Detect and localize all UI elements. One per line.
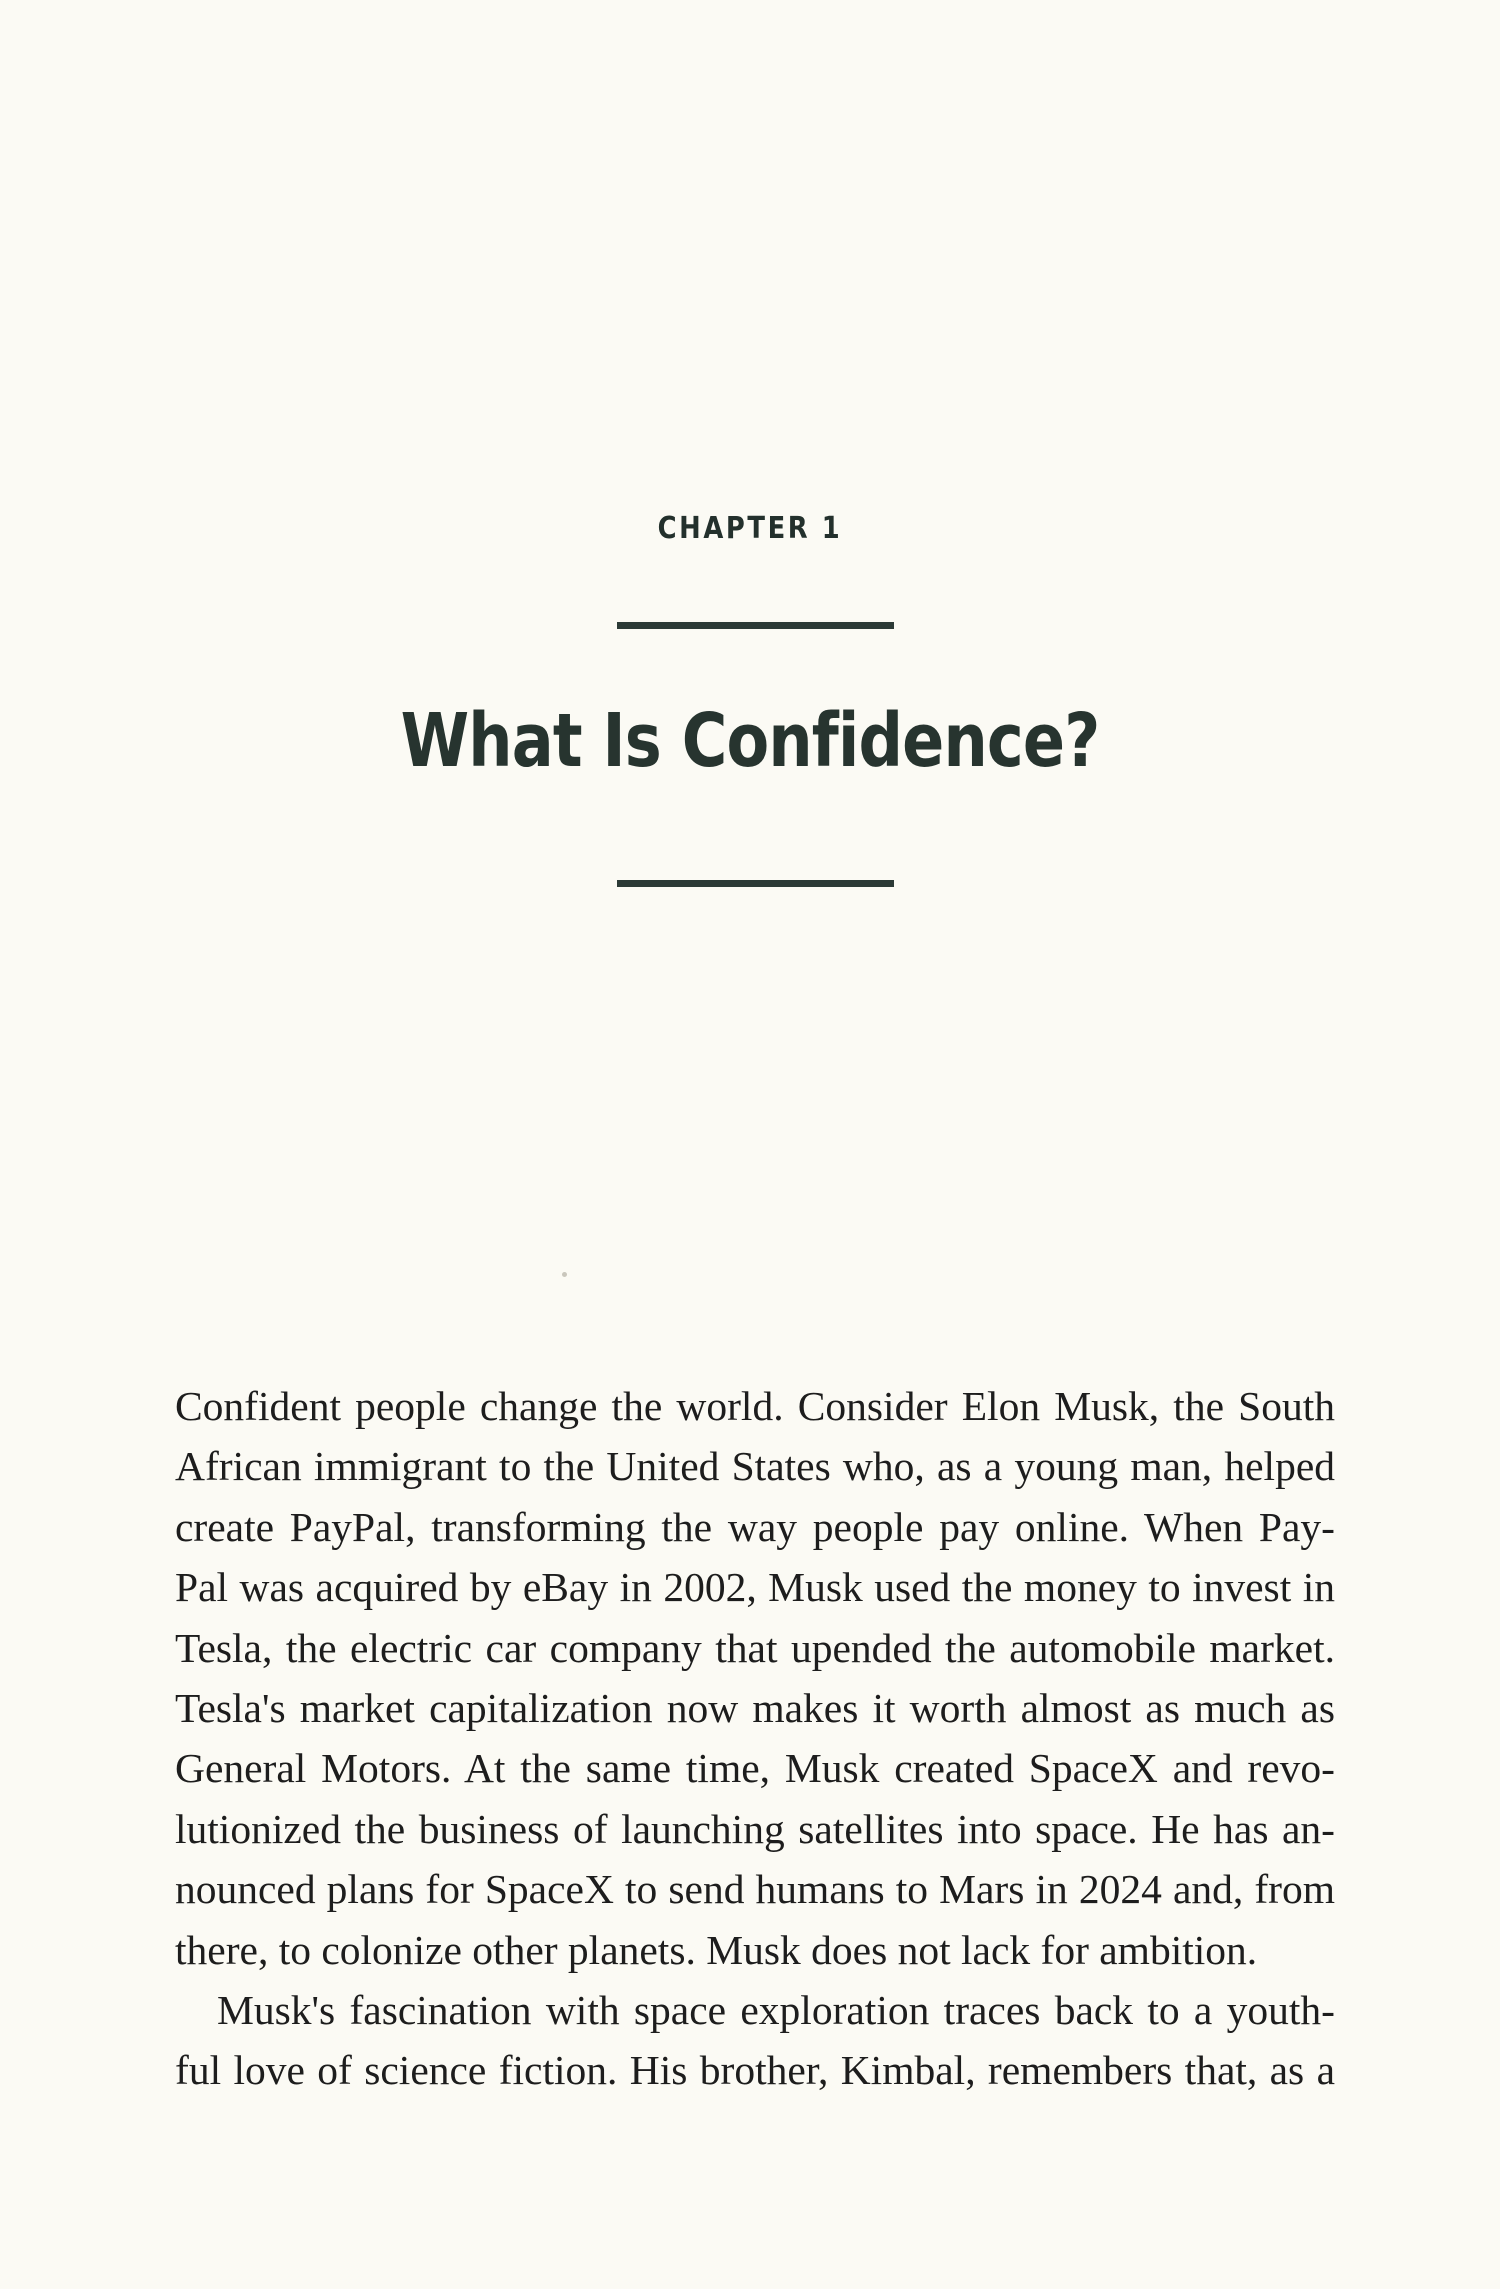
chapter-title: What Is Confidence? xyxy=(400,698,1100,784)
body-line: African immigrant to the United States who, as a young man, helped xyxy=(175,1443,1335,1490)
body-line: Pal was acquired by eBay in 2002, Musk used the money to invest in xyxy=(175,1564,1335,1611)
body-line: nounced plans for SpaceX to send humans to Mars in 2024 and, from xyxy=(175,1866,1335,1913)
body-line: ful love of science fiction. His brother, Kimbal, remembers that, as a xyxy=(175,2047,1335,2094)
body-line: Tesla's market capitalization now makes it worth almost as much as xyxy=(175,1684,1335,1731)
body-line: create PayPal, transforming the way people pay online. When Pay- xyxy=(175,1503,1335,1550)
body-line: lutionized the business of launching satellites into space. He has an- xyxy=(175,1805,1335,1852)
body-line: Musk's fascination with space exploration traces back to a youth- xyxy=(217,1986,1335,2033)
body-line: General Motors. At the same time, Musk created SpaceX and revo- xyxy=(175,1745,1335,1792)
body-line: Tesla, the electric car company that upended the automobile market. xyxy=(175,1624,1335,1671)
body-text xyxy=(175,1376,1335,2101)
body-line: there, to colonize other planets. Musk does not lack for ambition. xyxy=(175,1926,1258,1973)
body-line: Confident people change the world. Consider Elon Musk, the South xyxy=(175,1383,1335,1429)
chapter-label: CHAPTER 1 xyxy=(657,511,843,546)
paper-speck xyxy=(562,1272,567,1277)
title-rule-top xyxy=(617,622,894,629)
title-rule-bottom xyxy=(617,880,894,887)
